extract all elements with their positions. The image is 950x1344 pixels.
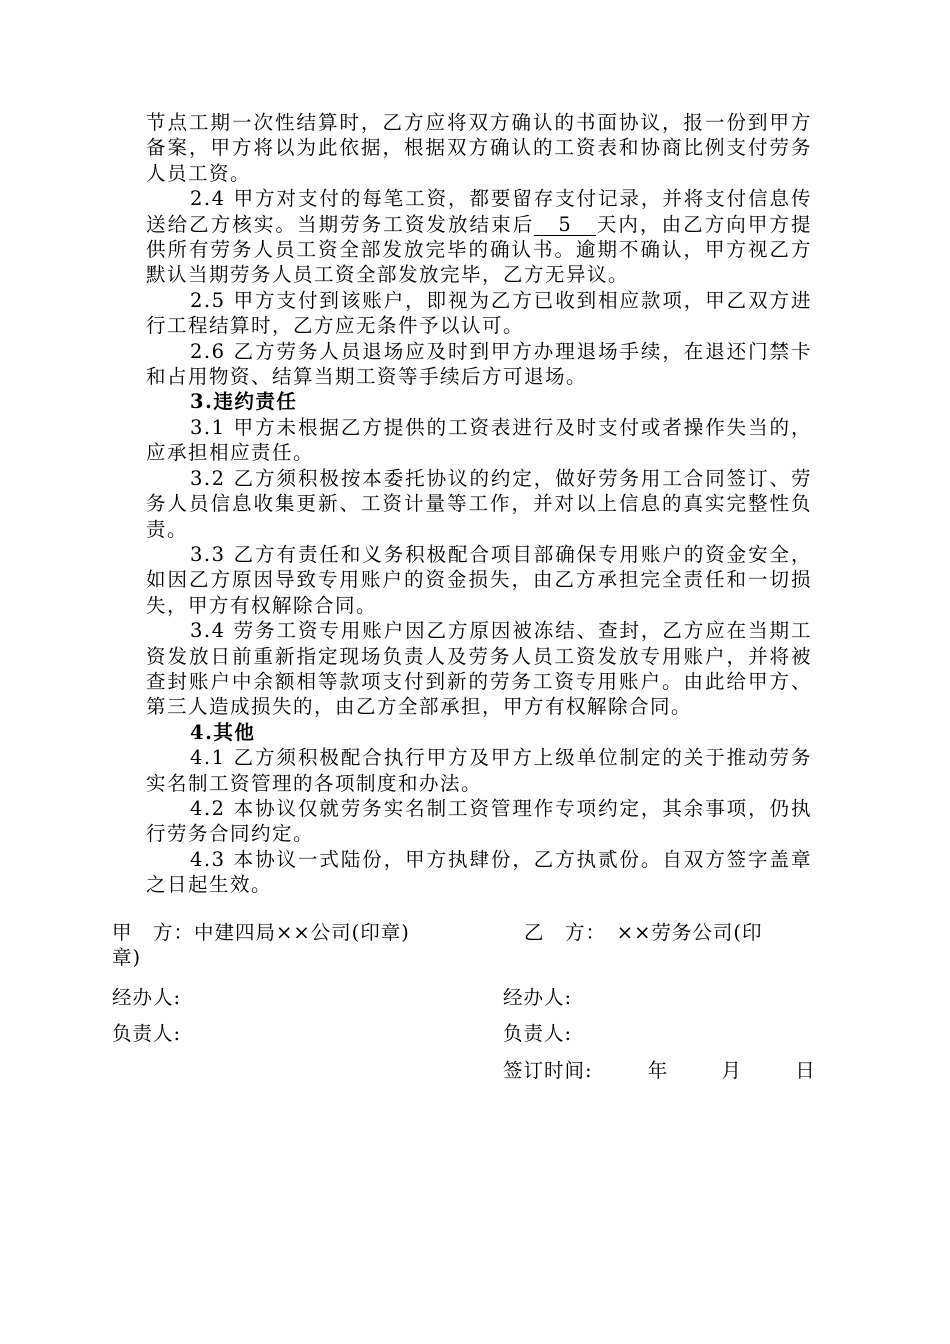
signing-date-label: 签订时间: [503,1059,593,1082]
clause-2-5: 2.5 甲方支付到该账户，即视为乙方已收到相应款项，甲乙双方进行工程结算时，乙方应无条件予以认可。 [146,288,812,338]
agreement-body [146,110,812,898]
clause-4-3: 4.3 本协议一式陆份，甲方执肆份，乙方执贰份。自双方签字盖章之日起生效。 [146,847,812,897]
paragraph-settlement-continued: 节点工期一次性结算时，乙方应将双方确认的书面协议，报一份到甲方备案，甲方将以为此依据，根据双方确认的工资表和协商比例支付劳务人员工资。 [146,111,812,185]
days-blank-field: 5 [534,215,596,236]
clause-3-1: 3.1 甲方未根据乙方提供的工资表进行及时支付或者操作失当的，应承担相应责任。 [146,415,812,465]
party-b-signature-wrap: 章) [112,946,142,969]
signing-date-line [503,1058,816,1083]
section-heading-other: 4.其他 [190,720,256,744]
date-month-label: 月 [721,1059,743,1082]
clause-3-3: 3.3 乙方有责任和义务积极配合项目部确保专用账户的资金安全，如因乙方原因导致专用账户的资金损失，由乙方承担完全责任和一切损失，甲方有权解除合同。 [146,542,812,617]
party-a-signature-label: 甲 方：中建四局××公司(印章) [112,921,410,944]
party-b-responsible-label: 负责人: [503,1022,573,1045]
party-a-responsible-label: 负责人: [112,1022,182,1045]
party-b-handler-label: 经办人: [503,986,573,1009]
party-b-signature-label: 乙 方： ××劳务公司(印 [524,921,763,944]
clause-2-6: 2.6 乙方劳务人员退场应及时到甲方办理退场手续，在退还门禁卡和占用物资、结算当期工资等手续后方可退场。 [146,339,812,389]
party-a-handler-label: 经办人: [112,986,182,1009]
date-year-label: 年 [647,1059,669,1082]
date-day-label: 日 [795,1059,816,1082]
clause-2-4-text-end: 天内，由乙方向甲方提供所有劳务人员工资全部发放完毕的确认书。逾期不确认，甲方视乙方默认当期劳务人员工资全部发放完毕，乙方无异议。 [146,212,812,287]
clause-3-2: 3.2 乙方须积极按本委托协议的约定，做好劳务用工合同签订、劳务人员信息收集更新、工资计量等工作，并对以上信息的真实完整性负责。 [146,466,812,541]
clause-2-4 [146,186,812,288]
clause-4-2: 4.2 本协议仅就劳务实名制工资管理作专项约定，其余事项，仍执行劳务合同约定。 [146,796,812,846]
clause-3-4: 3.4 劳务工资专用账户因乙方原因被冻结、查封，乙方应在当期工资发放日前重新指定现场负责人及劳务人员工资发放专用账户，并将被查封账户中余额相等款项支付到新的劳务工资专用账户。由此给甲方、第三人造成损失的，由乙方全部承担，甲方有权解除合同。 [146,619,812,719]
section-heading-breach-liability: 3.违约责任 [190,390,298,414]
clause-2-4-text-start: 2.4 甲方对支付的每笔工资，都要留存支付记录，并将支付信息传送给乙方核实。当期劳务工资发放结束后 [146,187,812,236]
clause-4-1: 4.1 乙方须积极配合执行甲方及甲方上级单位制定的关于推动劳务实名制工资管理的各项制度和办法。 [146,746,812,795]
